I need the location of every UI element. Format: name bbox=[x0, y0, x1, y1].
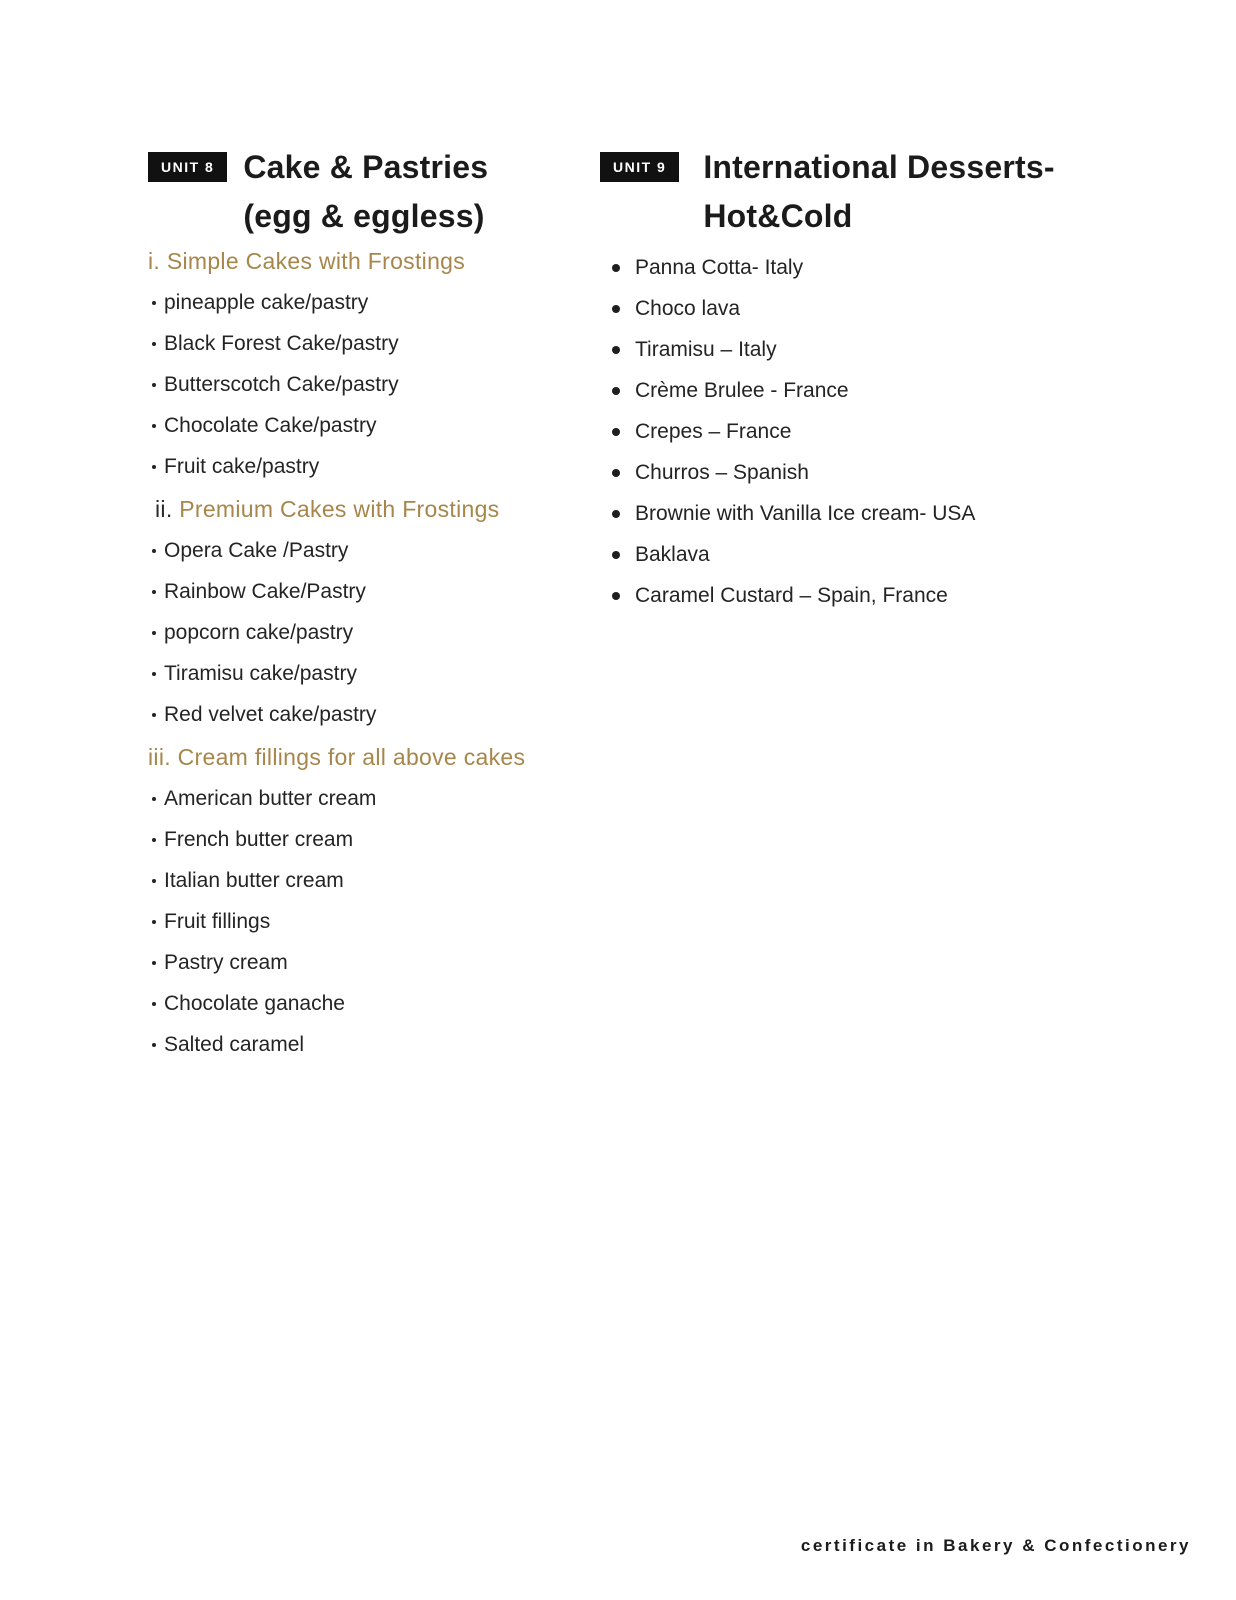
unit9-title-line1: International Desserts- bbox=[703, 149, 1055, 185]
bullet-icon bbox=[152, 301, 156, 305]
list-item-label: Opera Cake /Pastry bbox=[164, 539, 349, 562]
bullet-icon bbox=[152, 879, 156, 883]
list-item bbox=[600, 493, 1200, 534]
bullet-icon bbox=[152, 713, 156, 717]
list-item-label: French butter cream bbox=[164, 828, 354, 851]
bullet-icon bbox=[612, 592, 620, 600]
list-item bbox=[148, 778, 588, 819]
bullet-icon bbox=[612, 264, 620, 272]
unit9-header bbox=[600, 143, 1200, 241]
list-item-label: Chocolate ganache bbox=[164, 992, 345, 1015]
list-item-label: Pastry cream bbox=[164, 951, 288, 974]
bullet-icon bbox=[612, 510, 620, 518]
unit9-column bbox=[600, 143, 1200, 616]
bullet-icon bbox=[152, 838, 156, 842]
section-heading-ii bbox=[148, 489, 588, 530]
bullet-icon bbox=[612, 305, 620, 313]
bullet-icon bbox=[152, 961, 156, 965]
bullet-icon bbox=[152, 342, 156, 346]
bullet-icon bbox=[152, 549, 156, 553]
section-heading-iii bbox=[148, 737, 588, 778]
bullet-icon bbox=[612, 551, 620, 559]
premium-cakes-list bbox=[148, 530, 588, 735]
list-item-label: popcorn cake/pastry bbox=[164, 621, 354, 644]
unit9-title-line2: Hot&Cold bbox=[703, 198, 853, 234]
list-item bbox=[148, 819, 588, 860]
list-item-label: Italian butter cream bbox=[164, 869, 344, 892]
bullet-icon bbox=[152, 590, 156, 594]
list-item bbox=[600, 452, 1200, 493]
list-item-label: Baklava bbox=[635, 543, 710, 566]
unit9-badge: UNIT 9 bbox=[600, 152, 679, 182]
unit8-badge: UNIT 8 bbox=[148, 152, 227, 182]
list-item-label: Crepes – France bbox=[635, 420, 792, 443]
list-item bbox=[148, 405, 588, 446]
cream-fillings-list bbox=[148, 778, 588, 1065]
list-item bbox=[600, 411, 1200, 452]
list-item-label: Panna Cotta- Italy bbox=[635, 256, 804, 279]
section-ii-numeral: ii. bbox=[155, 496, 173, 522]
list-item-label: American butter cream bbox=[164, 787, 377, 810]
list-item-label: Black Forest Cake/pastry bbox=[164, 332, 399, 355]
list-item-label: Crème Brulee - France bbox=[635, 379, 849, 402]
list-item bbox=[148, 860, 588, 901]
list-item bbox=[148, 653, 588, 694]
unit8-title-line2: (egg & eggless) bbox=[243, 198, 485, 234]
list-item bbox=[600, 329, 1200, 370]
bullet-icon bbox=[612, 346, 620, 354]
section-iii-label: Cream fillings for all above cakes bbox=[177, 744, 526, 770]
bullet-icon bbox=[612, 428, 620, 436]
list-item bbox=[600, 288, 1200, 329]
list-item-label: Tiramisu cake/pastry bbox=[164, 662, 357, 685]
bullet-icon bbox=[152, 1002, 156, 1006]
list-item bbox=[148, 694, 588, 735]
section-iii-numeral: iii. bbox=[148, 744, 171, 770]
list-item bbox=[148, 446, 588, 487]
list-item bbox=[148, 323, 588, 364]
bullet-icon bbox=[152, 424, 156, 428]
list-item bbox=[148, 364, 588, 405]
bullet-icon bbox=[152, 797, 156, 801]
list-item bbox=[600, 247, 1200, 288]
unit8-title bbox=[243, 143, 488, 241]
list-item-label: Red velvet cake/pastry bbox=[164, 703, 377, 726]
bullet-icon bbox=[152, 631, 156, 635]
list-item-label: Choco lava bbox=[635, 297, 741, 320]
section-i-numeral: i. bbox=[148, 248, 161, 274]
bullet-icon bbox=[152, 465, 156, 469]
list-item-label: Fruit cake/pastry bbox=[164, 455, 320, 478]
footer-text: certificate in Bakery & Confectionery bbox=[800, 1536, 1191, 1555]
list-item-label: Fruit fillings bbox=[164, 910, 271, 933]
bullet-icon bbox=[612, 387, 620, 395]
list-item bbox=[600, 575, 1200, 616]
list-item bbox=[148, 571, 588, 612]
simple-cakes-list bbox=[148, 282, 588, 487]
unit8-header bbox=[148, 143, 588, 241]
list-item bbox=[148, 901, 588, 942]
list-item-label: Tiramisu – Italy bbox=[635, 338, 777, 361]
list-item bbox=[148, 282, 588, 323]
list-item bbox=[600, 534, 1200, 575]
bullet-icon bbox=[152, 672, 156, 676]
list-item bbox=[148, 612, 588, 653]
list-item bbox=[148, 983, 588, 1024]
list-item-label: Chocolate Cake/pastry bbox=[164, 414, 377, 437]
section-heading-i bbox=[148, 241, 588, 282]
bullet-icon bbox=[612, 469, 620, 477]
list-item-label: pineapple cake/pastry bbox=[164, 291, 369, 314]
list-item bbox=[600, 370, 1200, 411]
list-item bbox=[148, 530, 588, 571]
international-desserts-list bbox=[600, 247, 1200, 616]
list-item-label: Churros – Spanish bbox=[635, 461, 809, 484]
list-item bbox=[148, 1024, 588, 1065]
list-item-label: Butterscotch Cake/pastry bbox=[164, 373, 399, 396]
unit9-title bbox=[703, 143, 1054, 241]
unit8-title-line1: Cake & Pastries bbox=[243, 149, 489, 185]
list-item-label: Rainbow Cake/Pastry bbox=[164, 580, 366, 603]
bullet-icon bbox=[152, 920, 156, 924]
list-item-label: Caramel Custard – Spain, France bbox=[635, 584, 948, 607]
list-item bbox=[148, 942, 588, 983]
list-item-label: Brownie with Vanilla Ice cream- USA bbox=[635, 502, 976, 525]
bullet-icon bbox=[152, 1043, 156, 1047]
list-item-label: Salted caramel bbox=[164, 1033, 305, 1056]
section-i-label: Simple Cakes with Frostings bbox=[166, 248, 466, 274]
section-ii-label: Premium Cakes with Frostings bbox=[179, 496, 500, 522]
unit8-column bbox=[148, 143, 588, 1065]
bullet-icon bbox=[152, 383, 156, 387]
